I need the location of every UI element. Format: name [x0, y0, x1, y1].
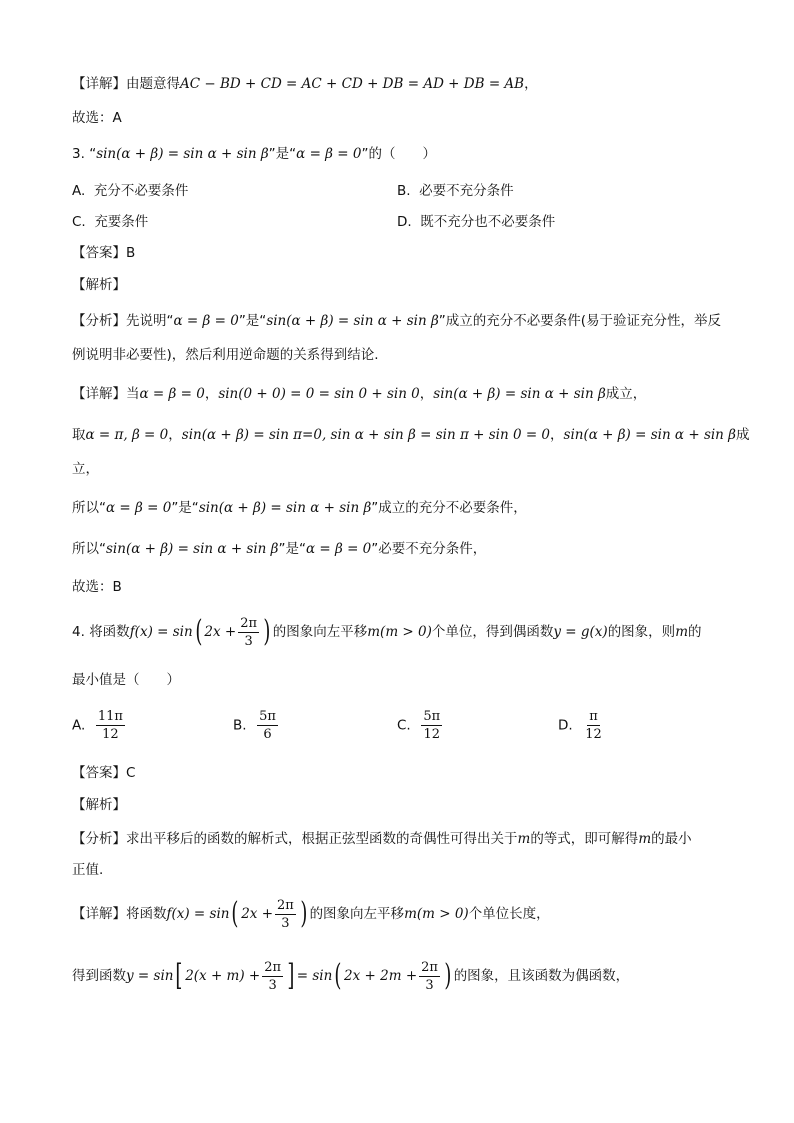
counterexample-text-2: 立，: [72, 461, 99, 477]
detail-text: 【详解】当α = β = 0，sin(0 + 0) = 0 = sin 0 + sin 0，sin(α + β) = sin α + sin β成立，: [72, 386, 647, 402]
equation: sin(α + β) = sin α + sin β: [96, 146, 269, 162]
quote: “: [89, 146, 97, 162]
option-a: A. $\frac{11\pi}{12}$: [72, 709, 123, 742]
text: ”是“: [268, 146, 297, 162]
analysis-label: 【解析】: [72, 277, 126, 293]
analysis-text: 【分析】求出平移后的函数的解析式，根据正弦型函数的奇偶性可得出关于m的等式，即可解得m的最小: [72, 831, 692, 847]
conclusion-1: 所以“α = β = 0”是“sin(α + β) = sin α + sin β”成立的充分不必要条件，: [72, 500, 527, 516]
analysis-text-2: 正值.: [72, 862, 104, 878]
analysis-text: 【分析】先说明“α = β = 0”是“sin(α + β) = sin α + sin β”成立的充分不必要条件(易于验证充分性，举反: [72, 313, 722, 329]
answer-label: 【答案】B: [72, 245, 136, 261]
question-3: [72, 144, 436, 164]
option-c: C. $\frac{5\pi}{12}$: [397, 709, 441, 742]
vector-expression: AC − BD + CD = AC + CD + DB = AD + DB = AB: [180, 76, 525, 92]
question-4: 4. 将函数f(x) = sin( 2x + $\frac{2\pi}{3}$ ) 的图象向左平移m(m > 0)个单位，得到偶函数y = g(x)的图象，则m的: [72, 614, 702, 649]
option-d: D. $\frac{\pi}{12}$: [558, 709, 602, 742]
option-c: C. 充要条件: [72, 214, 149, 230]
option-b: B. $\frac{5\pi}{6}$: [233, 709, 276, 742]
counterexample-text: 取α = π, β = 0，sin(α + β) = sin π=0, sin α + sin β = sin π + sin 0 = 0，sin(α + β) = sin α + sin β成: [72, 427, 750, 443]
detail-prefix: 【详解】由题意得: [72, 76, 180, 92]
analysis-text-2: 例说明非必要性)，然后利用逆命题的关系得到结论.: [72, 347, 379, 363]
conclusion-2: 所以“sin(α + β) = sin α + sin β”是“α = β = 0”必要不充分条件，: [72, 541, 487, 557]
option-d: D. 既不充分也不必要条件: [397, 214, 556, 230]
punctuation: ，: [524, 76, 538, 92]
equation: α = β = 0: [296, 146, 362, 162]
option-a: A. 充分不必要条件: [72, 183, 189, 199]
detail-line-vector: [72, 74, 538, 94]
choose-answer-a: 故选：A: [72, 110, 122, 126]
question-4-line2: 最小值是（ ）: [72, 672, 180, 688]
question-number: 3.: [72, 146, 85, 162]
text: ”的（ ）: [361, 146, 436, 162]
analysis-label: 【解析】: [72, 797, 126, 813]
answer-label: 【答案】C: [72, 765, 136, 781]
detail-text: 【详解】将函数f(x) = sin( 2x + $\frac{2\pi}{3}$ ) 的图象向左平移m(m > 0)个单位长度，: [72, 896, 550, 931]
choose-answer-b: 故选：B: [72, 579, 122, 595]
option-b: B. 必要不充分条件: [397, 183, 514, 199]
result-function: 得到函数y = sin[ 2(x + m) + $\frac{2\pi}{3}$ ] = sin( 2x + 2m + $\frac{2\pi}{3}$ ) 的图象，且该函数为偶函数，: [72, 958, 630, 993]
